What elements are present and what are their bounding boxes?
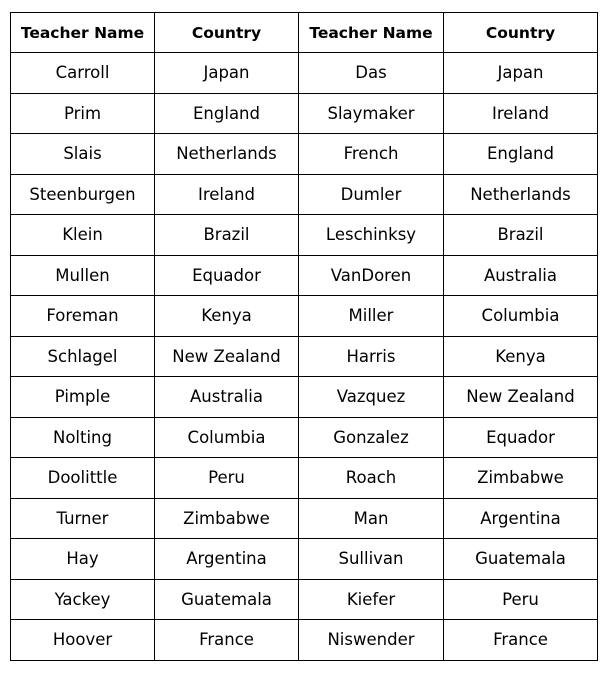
country-cell: Japan [444,53,598,94]
teacher-name-cell: Vazquez [299,377,444,418]
table-row [11,53,598,94]
country-cell: Kenya [155,296,299,337]
country-cell: Netherlands [444,174,598,215]
table-row [11,620,598,661]
teacher-name-cell: Foreman [11,296,155,337]
teacher-name-cell: Dumler [299,174,444,215]
table-row [11,93,598,134]
table-row [11,174,598,215]
teacher-name-cell: Klein [11,215,155,256]
teacher-name-cell: Leschinksy [299,215,444,256]
table-row [11,215,598,256]
country-cell: Australia [155,377,299,418]
country-cell: Ireland [444,93,598,134]
country-cell: Brazil [444,215,598,256]
teacher-name-cell: Slaymaker [299,93,444,134]
country-cell: Guatemala [155,579,299,620]
teacher-name-cell: Niswender [299,620,444,661]
teacher-name-cell: Yackey [11,579,155,620]
country-cell: Japan [155,53,299,94]
country-cell: England [444,134,598,175]
teacher-name-cell: Roach [299,458,444,499]
country-cell: Brazil [155,215,299,256]
teacher-name-cell: Kiefer [299,579,444,620]
teacher-name-cell: French [299,134,444,175]
teacher-name-cell: Nolting [11,417,155,458]
table-row [11,498,598,539]
country-cell: England [155,93,299,134]
table-row [11,296,598,337]
header-row [11,13,598,53]
table-row [11,336,598,377]
table-row [11,417,598,458]
country-cell: Argentina [444,498,598,539]
teacher-name-cell: Schlagel [11,336,155,377]
header-country-2: Country [444,13,598,53]
header-teacher-name-2: Teacher Name [299,13,444,53]
teacher-name-cell: Sullivan [299,539,444,580]
teacher-name-cell: Carroll [11,53,155,94]
table-row [11,134,598,175]
country-cell: New Zealand [155,336,299,377]
country-cell: Equador [155,255,299,296]
country-cell: Equador [444,417,598,458]
country-cell: Kenya [444,336,598,377]
country-cell: Netherlands [155,134,299,175]
country-cell: France [155,620,299,661]
country-cell: Columbia [444,296,598,337]
header-teacher-name-1: Teacher Name [11,13,155,53]
teacher-name-cell: Gonzalez [299,417,444,458]
country-cell: Argentina [155,539,299,580]
country-cell: Zimbabwe [444,458,598,499]
teacher-name-cell: Hay [11,539,155,580]
teacher-name-cell: Slais [11,134,155,175]
teacher-name-cell: Harris [299,336,444,377]
table-row [11,458,598,499]
teacher-name-cell: Das [299,53,444,94]
teacher-name-cell: Miller [299,296,444,337]
country-cell: Columbia [155,417,299,458]
teacher-name-cell: VanDoren [299,255,444,296]
teacher-country-table [10,12,598,661]
country-cell: Guatemala [444,539,598,580]
country-cell: France [444,620,598,661]
table-row [11,539,598,580]
teacher-name-cell: Prim [11,93,155,134]
teacher-name-cell: Mullen [11,255,155,296]
header-country-1: Country [155,13,299,53]
teacher-name-cell: Steenburgen [11,174,155,215]
country-cell: Zimbabwe [155,498,299,539]
country-cell: New Zealand [444,377,598,418]
country-cell: Australia [444,255,598,296]
table-body [11,53,598,661]
teacher-name-cell: Man [299,498,444,539]
table-row [11,377,598,418]
country-cell: Peru [444,579,598,620]
table-row [11,579,598,620]
country-cell: Peru [155,458,299,499]
teacher-name-cell: Pimple [11,377,155,418]
teacher-name-cell: Hoover [11,620,155,661]
country-cell: Ireland [155,174,299,215]
teacher-name-cell: Turner [11,498,155,539]
table-row [11,255,598,296]
teacher-name-cell: Doolittle [11,458,155,499]
